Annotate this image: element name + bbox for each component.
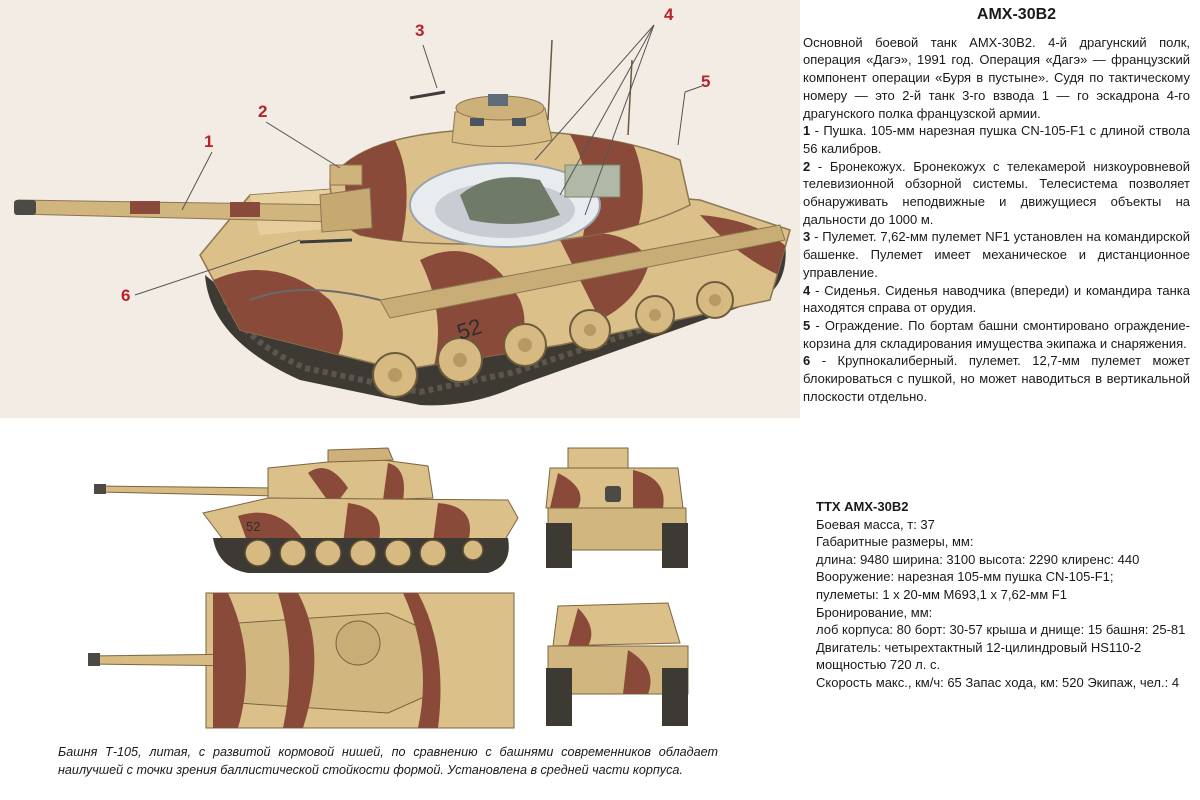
specifications	[816, 498, 1192, 692]
top-view-drawing	[88, 593, 514, 728]
item-text: - Пушка. 105-мм нарезная пушка CN-105-F1 с длиной ствола 56 калибров.	[803, 123, 1190, 156]
spec-line: Скорость макс., км/ч: 65 Запас хода, км: 520 Экипаж, чел.: 4	[816, 674, 1180, 690]
item-text: - Ограждение. По бортам башни смонтировано ограждение-корзина для складирования имущества экипажа и снаряжения.	[803, 317, 1190, 351]
item-text: - Крупнокалиберный. пулемет. 12,7-мм пулемет может блокироваться с пушкой, но может наводиться в вертикальной плоскости отдельно.	[803, 353, 1190, 404]
article-intro: Основной боевой танк AMX-30B2. 4-й драгунский полк, операция «Дагэ», 1991 год. Операция «Дагэ» — французский компонент операции «Буря в пустыне». Судя по тактическому номеру — это 2-й танк 3-го взвода 1 — го эскадрона 4-го драгунского полка французской армии.	[803, 34, 1190, 121]
article-item-4	[803, 282, 1190, 317]
item-number: 5	[803, 317, 811, 333]
item-text: - Бронекожух. Бронекожух с телекамерой низкоуровневой телевизионной обзорной системы. Телесистема позволяет обнаруживать неподвижные и движущиеся объекты на дальности до 1000 м.	[803, 158, 1190, 227]
cutaway-illustration	[0, 0, 800, 418]
front-view-drawing	[546, 448, 688, 568]
article-item-5	[803, 317, 1190, 352]
callout-1: 1	[204, 132, 214, 151]
article-item-2	[803, 158, 1190, 229]
svg-text:52: 52	[453, 313, 485, 345]
specs-title: ТТХ АМХ-30В2	[816, 499, 909, 514]
rear-view-drawing	[546, 603, 688, 726]
item-text: - Сиденья. Сиденья наводчика (впереди) и командира танка находятся справа от орудия.	[803, 282, 1190, 316]
spec-line: Двигатель: четырехтактный 12-цилиндровый HS110-2	[816, 639, 1142, 655]
spec-line: длина: 9480 ширина: 3100 высота: 2290 клиренс: 440	[816, 551, 1140, 567]
spec-line: Бронирование, мм:	[816, 604, 933, 620]
callout-4: 4	[664, 5, 674, 24]
figure-caption: Башня Т-105, литая, с развитой кормовой нишей, по сравнению с башнями современников обладает наилучшей с точки зрения баллистической стойкости формой. Установлена в средней части корпуса.	[58, 745, 718, 777]
projection-drawings	[88, 428, 728, 733]
spec-line: пулеметы: 1 х 20-мм M693,1 х 7,62-мм F1	[816, 586, 1067, 602]
item-number: 4	[803, 282, 811, 298]
article-item-6	[803, 352, 1190, 405]
item-number: 6	[803, 353, 811, 369]
spec-line: лоб корпуса: 80 борт: 30-57 крыша и днище: 15 башня: 25-81	[816, 622, 1186, 638]
article-title: AMX-30B2	[976, 6, 1057, 23]
side-view-drawing	[94, 448, 518, 573]
item-number: 1	[803, 123, 811, 139]
callout-6: 6	[121, 286, 131, 305]
spec-line: мощностью 720 л. с.	[816, 657, 941, 673]
article-item-3	[803, 228, 1190, 281]
item-number: 2	[803, 158, 811, 174]
article	[803, 6, 1190, 405]
svg-text:52: 52	[246, 519, 261, 534]
cutaway-tank-drawing	[0, 0, 800, 418]
item-number: 3	[803, 229, 811, 245]
item-text: - Пулемет. 7,62-мм пулемет NF1 установлен на командирской башенке. Пулемет имеет механическое и дистанционное управление.	[803, 229, 1190, 280]
spec-line: Габаритные размеры, мм:	[816, 534, 974, 550]
article-item-1	[803, 122, 1190, 157]
callout-5: 5	[701, 72, 711, 91]
callout-3: 3	[415, 21, 425, 40]
spec-line: Боевая масса, т: 37	[816, 516, 935, 532]
spec-line: Вооружение: нарезная 105-мм пушка CN-105-F1;	[816, 569, 1114, 585]
callout-2: 2	[258, 102, 268, 121]
